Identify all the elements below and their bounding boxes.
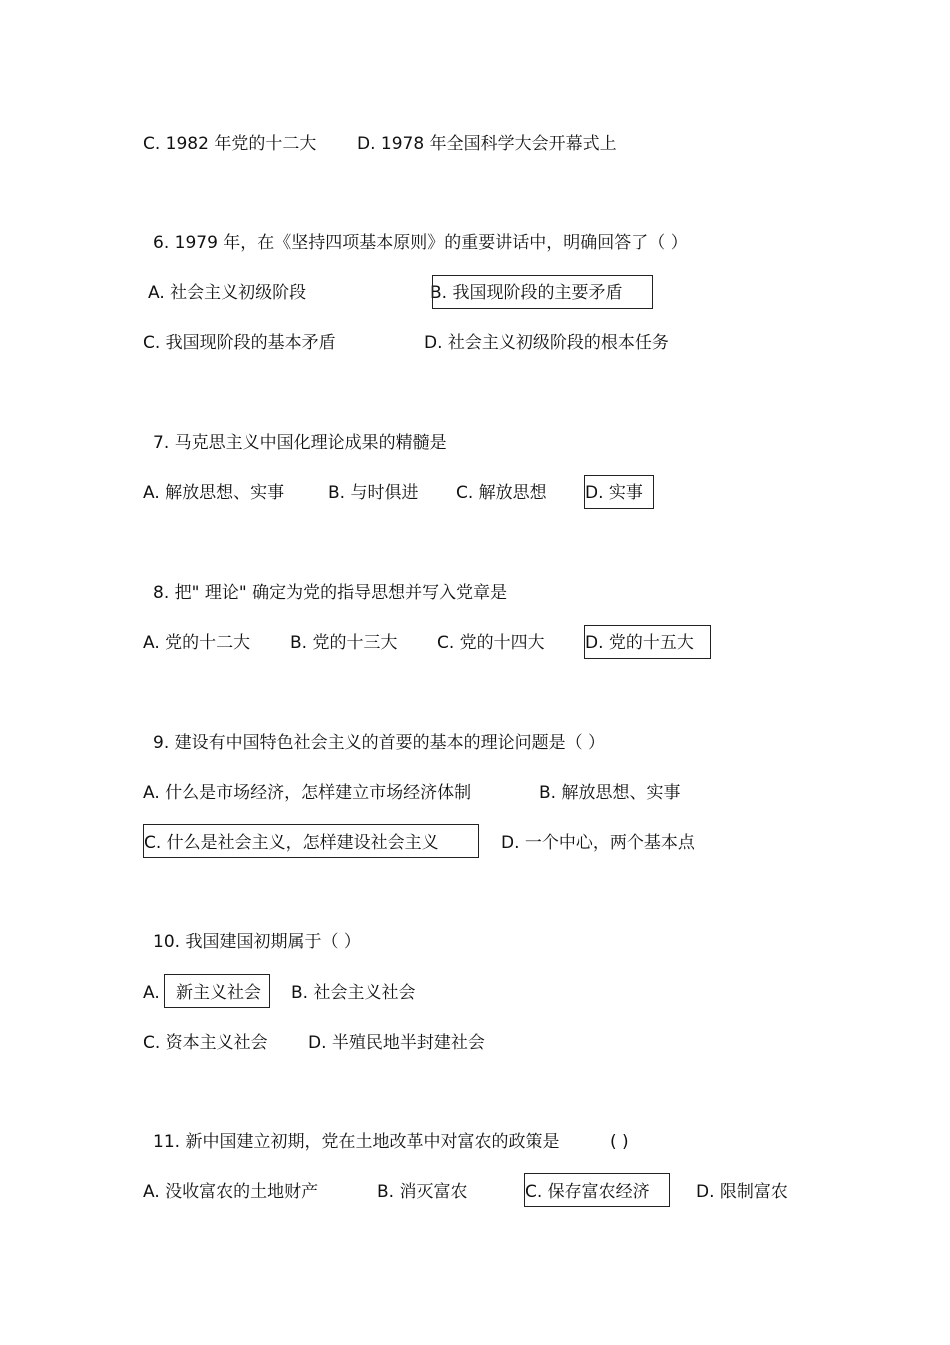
option-text: C. 解放思想 xyxy=(456,483,547,503)
option-text-answer: D. 实事 xyxy=(585,483,643,503)
option-text: C. 资本主义社会 xyxy=(143,1033,268,1053)
question-text: 10. 我国建国初期属于（ ） xyxy=(153,932,361,952)
option-text: D. 半殖民地半封建社会 xyxy=(308,1033,485,1053)
question-text: 7. 马克思主义中国化理论成果的精髓是 xyxy=(153,433,447,453)
option-text: A. 没收富农的土地财产 xyxy=(143,1182,319,1202)
question-blank: ( ) xyxy=(610,1132,629,1152)
answer-box xyxy=(584,625,711,659)
option-text-answer: D. 党的十五大 xyxy=(585,633,694,653)
answer-box xyxy=(524,1173,670,1207)
question-text: 6. 1979 年，在《坚持四项基本原则》的重要讲话中，明确回答了（ ） xyxy=(153,233,688,253)
option-text: B. 消灭富农 xyxy=(377,1182,468,1202)
option-text: A. 什么是市场经济，怎样建立市场经济体制 xyxy=(143,783,472,803)
option-text-answer: B. 我国现阶段的主要矛盾 xyxy=(430,283,623,303)
option-text: D. 社会主义初级阶段的根本任务 xyxy=(424,333,669,353)
option-text: D. 限制富农 xyxy=(696,1182,788,1202)
option-text: D. 一个中心，两个基本点 xyxy=(501,833,695,853)
answer-box xyxy=(432,275,653,309)
question-text: 9. 建设有中国特色社会主义的首要的基本的理论问题是（ ） xyxy=(153,733,606,753)
option-text: A. 解放思想、实事 xyxy=(143,483,285,503)
option-text: B. 解放思想、实事 xyxy=(539,783,681,803)
option-text: B. 党的十三大 xyxy=(290,633,398,653)
option-text-answer: 新主义社会 xyxy=(176,983,261,1003)
option-text: B. 与时俱进 xyxy=(328,483,419,503)
option-text-answer: C. 保存富农经济 xyxy=(525,1182,650,1202)
answer-box xyxy=(164,974,270,1008)
answer-box xyxy=(143,824,479,858)
option-text: B. 社会主义社会 xyxy=(291,983,416,1003)
option-text: C. 1982 年党的十二大 xyxy=(143,134,317,154)
option-text: C. 我国现阶段的基本矛盾 xyxy=(143,333,336,353)
option-text-answer: C. 什么是社会主义，怎样建设社会主义 xyxy=(144,833,439,853)
question-text: 11. 新中国建立初期，党在土地改革中对富农的政策是 xyxy=(153,1132,560,1152)
option-label: A. xyxy=(143,983,160,1003)
option-text: C. 党的十四大 xyxy=(437,633,545,653)
option-text: A. 社会主义初级阶段 xyxy=(148,283,307,303)
answer-box xyxy=(584,475,654,509)
option-text: D. 1978 年全国科学大会开幕式上 xyxy=(357,134,617,154)
question-text: 8. 把" 理论" 确定为党的指导思想并写入党章是 xyxy=(153,583,508,603)
option-text: A. 党的十二大 xyxy=(143,633,251,653)
